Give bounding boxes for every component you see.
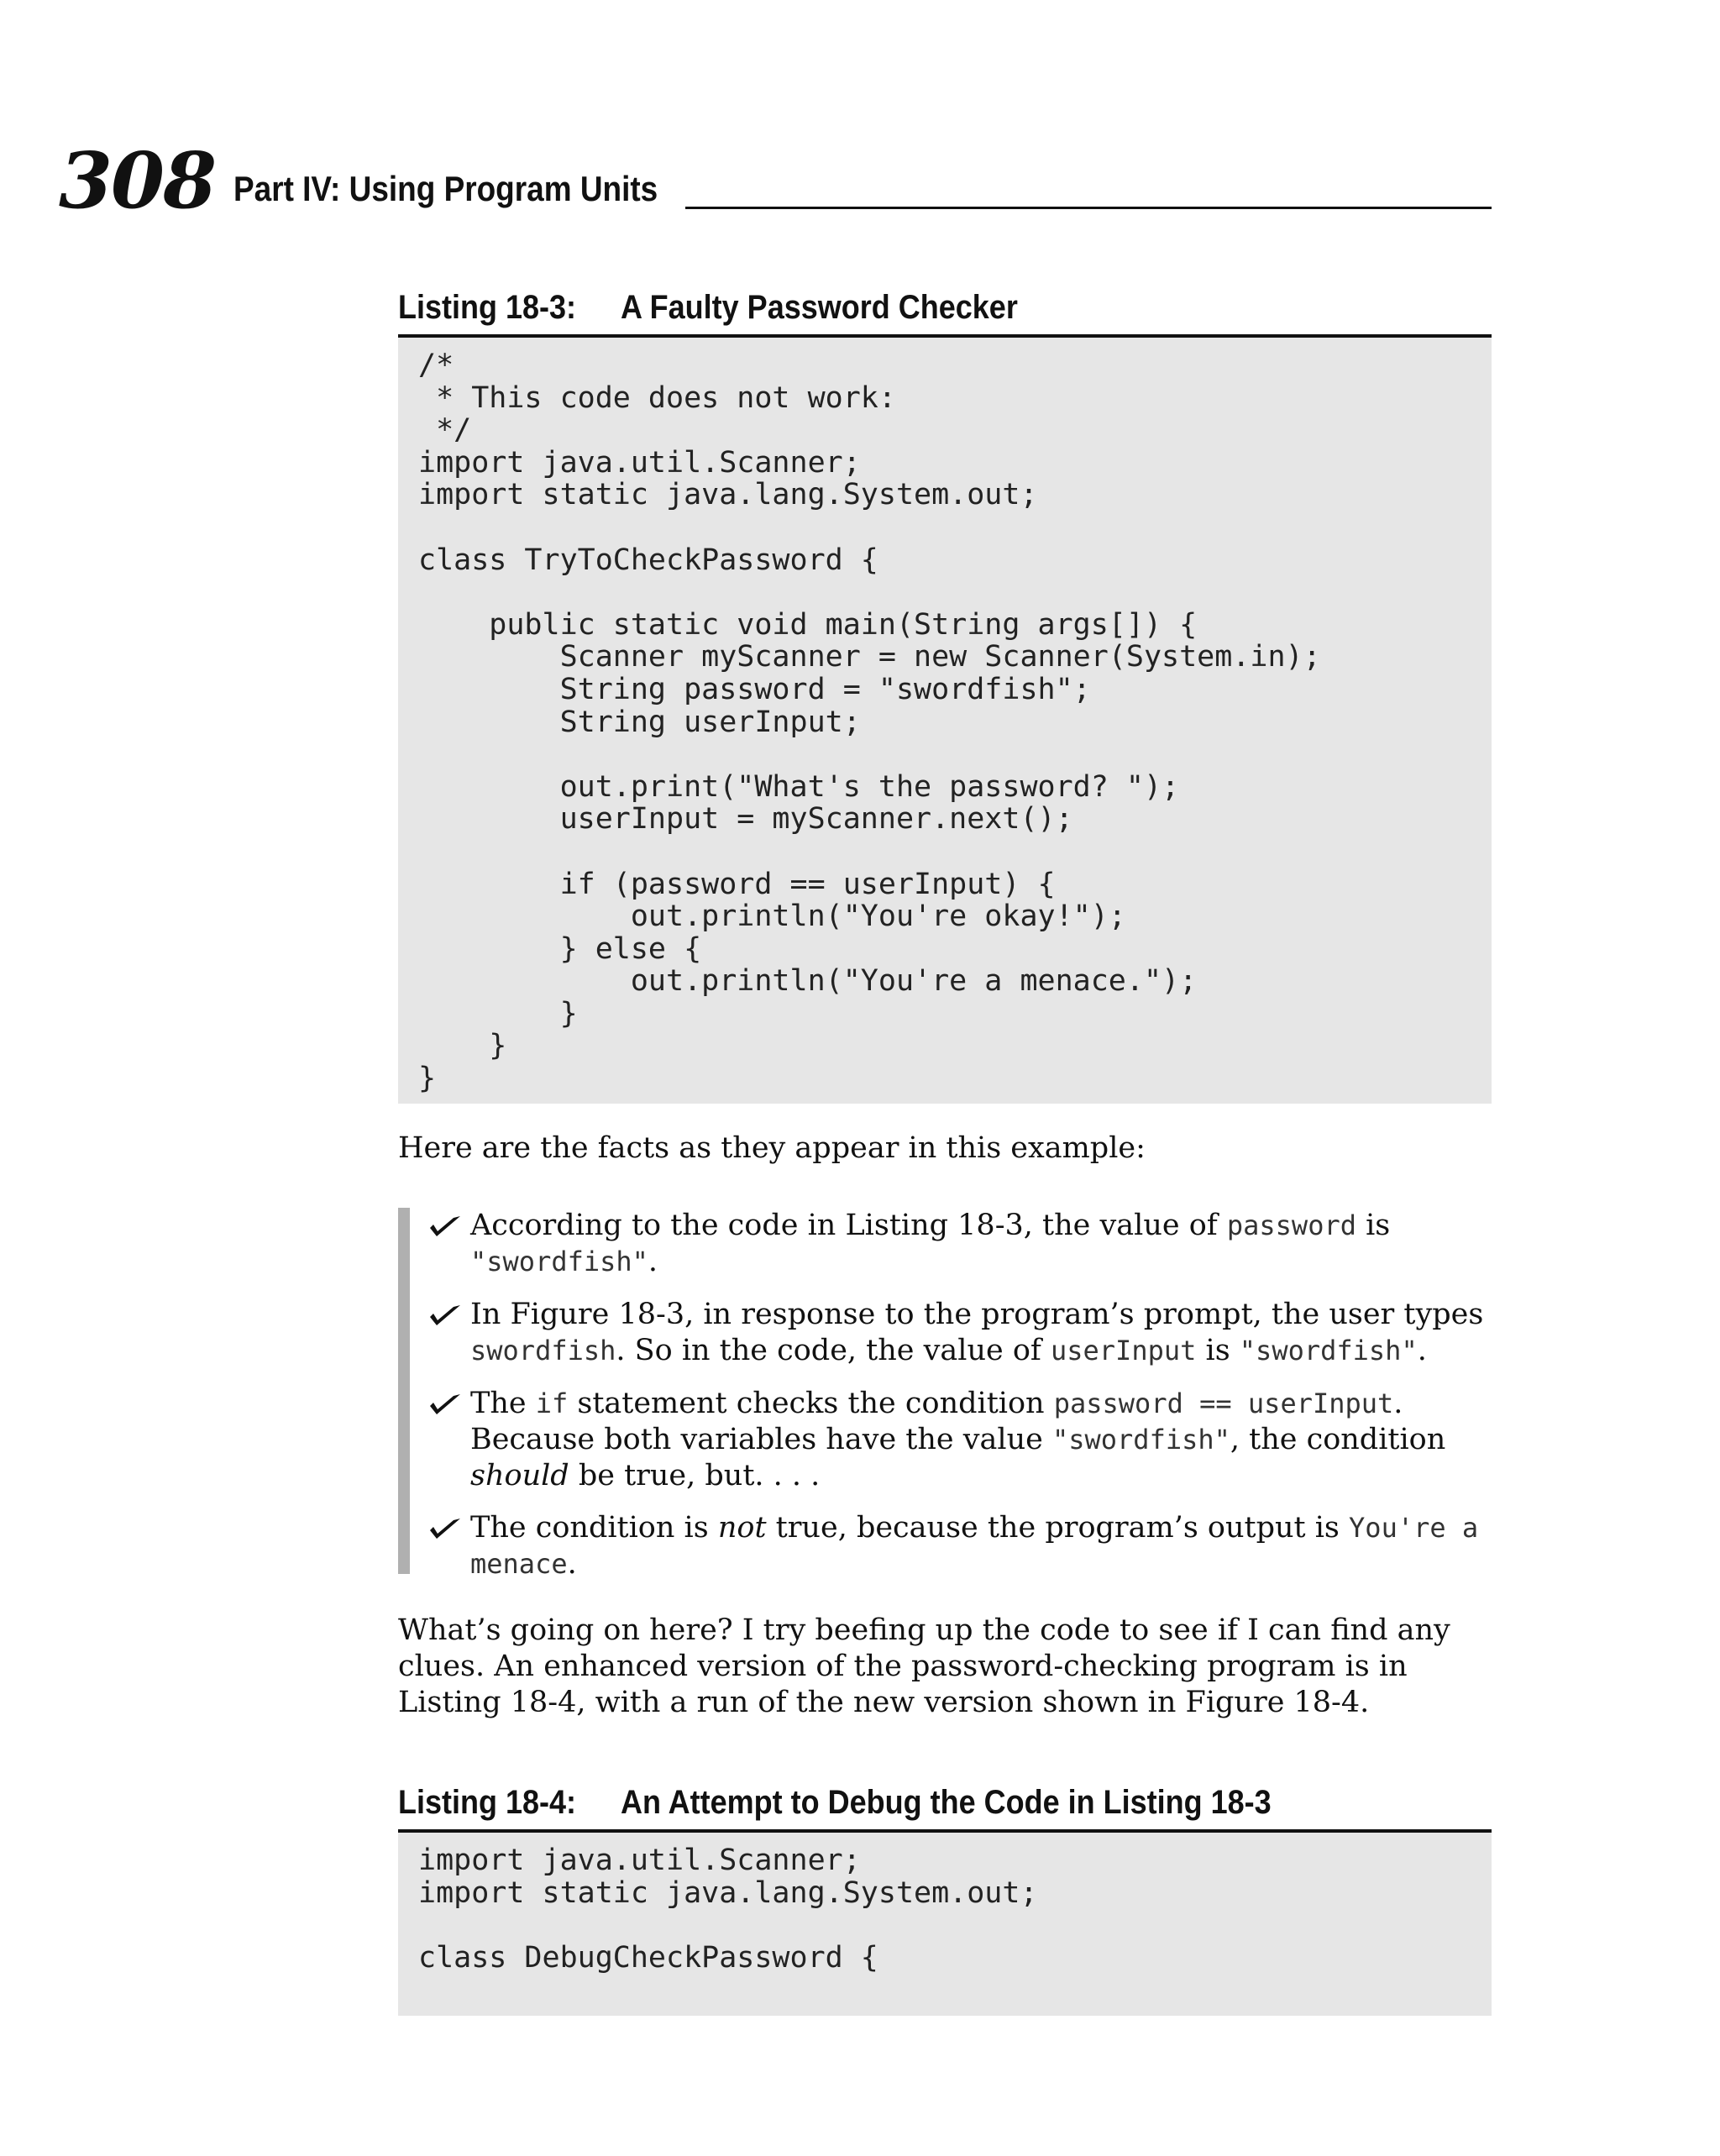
bullet-text: statement checks the condition [568,1387,1054,1420]
code-line: import java.util.Scanner; [418,445,861,480]
list-item [428,1386,1490,1494]
code-line: } else { [418,931,702,966]
inline-code: swordfish [470,1335,616,1367]
code-line [418,511,1471,544]
bullet-text: . [567,1547,577,1581]
bullet-text: According to the code in Listing 18-3, the value of [470,1209,1227,1242]
code-line: import static java.lang.System.out; [418,478,1038,512]
code-line: } [418,1062,437,1096]
bullet-text: . Because both variables have the value [470,1387,1403,1456]
bullet-text: The [470,1387,536,1420]
listing-18-3 [398,286,1492,1104]
inline-code: userInput [1050,1335,1197,1367]
body-paragraph: What’s going on here? I try beefing up the code to see if I can find any clues. An enhanced version of the password-checking program is in Listing 18-4, with a run of the new version shown in Figure 18-4. [398,1613,1450,1719]
inline-code: if [535,1387,569,1419]
listing-18-4 [398,1781,1492,2016]
code-line: userInput = myScanner.next(); [418,802,1073,837]
code-line: } [418,996,578,1031]
checkmark-icon [428,1300,462,1330]
list-item [428,1297,1490,1369]
code-line [418,576,1471,609]
bullet-text: true, because the program’s output is [766,1511,1350,1545]
list-item [428,1510,1490,1582]
bullet-text: . [1417,1334,1427,1367]
bullet-text: . So in the code, the value of [616,1334,1051,1367]
code-line: out.println("You're okay!"); [418,900,1126,934]
code-line: out.print("What's the password? "); [418,769,1180,804]
inline-code: password == userInput [1053,1387,1394,1419]
code-line: Scanner myScanner = new Scanner(System.in); [418,640,1321,674]
code-line: public static void main(String args[]) { [418,607,1198,642]
code-line: import java.util.Scanner; [418,1844,861,1877]
code-line [418,836,1471,868]
listing-caption [398,1781,1492,1833]
listing-number: Listing 18-3: [398,289,577,326]
listing-number: Listing 18-4: [398,1784,577,1821]
inline-code: password [1226,1209,1356,1241]
header-rule [685,207,1492,209]
running-header [59,135,1492,226]
code-line: class TryToCheckPassword { [418,543,878,577]
checkmark-icon [428,1211,462,1241]
emphasis: not [717,1511,767,1545]
listing-caption [398,286,1492,338]
code-block [398,338,1492,1104]
code-line: import static java.lang.System.out; [418,1875,1038,1910]
list-item [428,1208,1490,1280]
checkmark-icon [428,1513,462,1544]
listing-title: An Attempt to Debug the Code in Listing 18-3 [621,1784,1272,1821]
inline-code: "swordfish" [1051,1424,1230,1456]
page-number: 308 [59,135,216,226]
code-line: * This code does not work: [418,380,896,415]
code-line: class DebugCheckPassword { [418,1940,878,1975]
inline-code: "swordfish" [470,1246,648,1277]
bullet-text: is [1196,1334,1240,1367]
code-block [398,1833,1492,2016]
emphasis: should [470,1459,569,1492]
code-line: */ [418,413,472,448]
bullet-text: In Figure 18-3, in response to the program’s prompt, the user types [470,1298,1484,1331]
code-line: String password = "swordfish"; [418,672,1091,706]
inline-code: "swordfish" [1239,1335,1418,1367]
bullet-text: be true, but. . . . [569,1459,821,1492]
code-line: out.println("You're a menace."); [418,964,1198,999]
code-line: } [418,1029,507,1063]
code-line: if (password == userInput) { [418,867,1056,901]
inline-code: You're a menace [470,1512,1479,1580]
bullet-text: . [648,1245,658,1278]
code-line [418,1909,1471,1942]
code-line: String userInput; [418,705,861,739]
code-line: /* [418,349,454,382]
listing-title: A Faulty Password Checker [621,289,1018,326]
checkmark-icon [428,1389,462,1419]
bullet-text: is [1356,1209,1391,1242]
bullet-text: The condition is [470,1511,718,1545]
sidebar-bar [398,1208,410,1574]
bullet-text: , the condition [1230,1423,1446,1456]
part-title: Part IV: Using Program Units [233,169,658,208]
intro-paragraph: Here are the facts as they appear in this example: [398,1131,1146,1165]
code-line [418,738,1471,771]
